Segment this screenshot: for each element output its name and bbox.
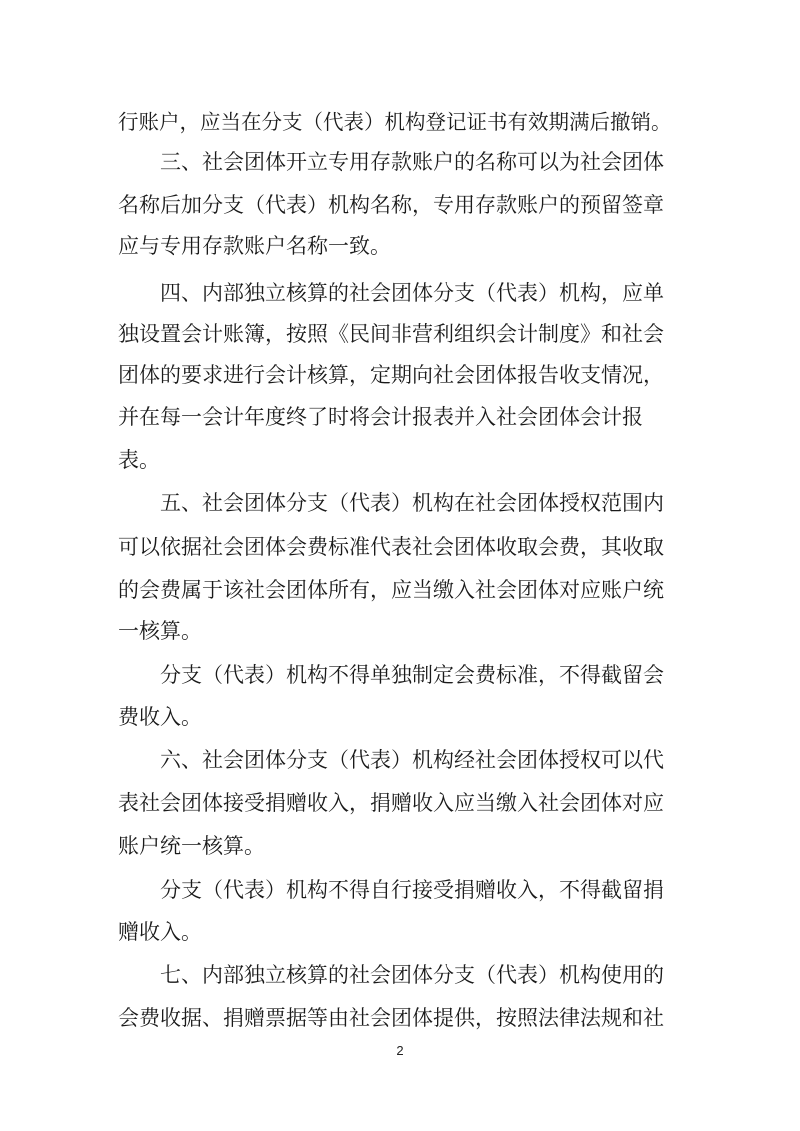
text-line: 行账户，应当在分支（代表）机构登记证书有效期满后撤销。 <box>118 110 672 134</box>
text-line: 三、社会团体开立专用存款账户的名称可以为社会团体 <box>160 150 664 174</box>
text-line: 账户统一核算。 <box>118 834 265 858</box>
text-line: 费收入。 <box>118 705 202 729</box>
text-line: 六、社会团体分支（代表）机构经社会团体授权可以代 <box>160 748 664 772</box>
text-line: 名称后加分支（代表）机构名称，专用存款账户的预留签章 <box>118 193 664 217</box>
text-line: 五、社会团体分支（代表）机构在社会团体授权范围内 <box>160 491 664 515</box>
text-line: 可以依据社会团体会费标准代表社会团体收取会费，其收取 <box>118 535 664 559</box>
text-line: 表。 <box>118 448 160 472</box>
text-line: 一核算。 <box>118 619 202 643</box>
text-line: 独设置会计账簿，按照《民间非营利组织会计制度》和社会 <box>118 322 664 346</box>
text-line: 应与专用存款账户名称一致。 <box>118 234 391 258</box>
text-line: 并在每一会计年度终了时将会计报表并入社会团体会计报 <box>118 405 643 429</box>
text-line: 分支（代表）机构不得单独制定会费标准，不得截留会 <box>160 663 664 687</box>
page-number: 2 <box>396 1043 404 1058</box>
text-line: 分支（代表）机构不得自行接受捐赠收入，不得截留捐 <box>160 878 664 902</box>
text-line: 赠收入。 <box>118 920 202 944</box>
text-line: 四、内部独立核算的社会团体分支（代表）机构，应单 <box>160 281 664 305</box>
text-line: 的会费属于该社会团体所有，应当缴入社会团体对应账户统 <box>118 578 664 602</box>
text-line: 团体的要求进行会计核算，定期向社会团体报告收支情况， <box>118 363 664 387</box>
text-line: 会费收据、捐赠票据等由社会团体提供，按照法律法规和社 <box>118 1006 664 1030</box>
text-line: 表社会团体接受捐赠收入，捐赠收入应当缴入社会团体对应 <box>118 791 664 815</box>
text-line: 七、内部独立核算的社会团体分支（代表）机构使用的 <box>160 963 664 987</box>
